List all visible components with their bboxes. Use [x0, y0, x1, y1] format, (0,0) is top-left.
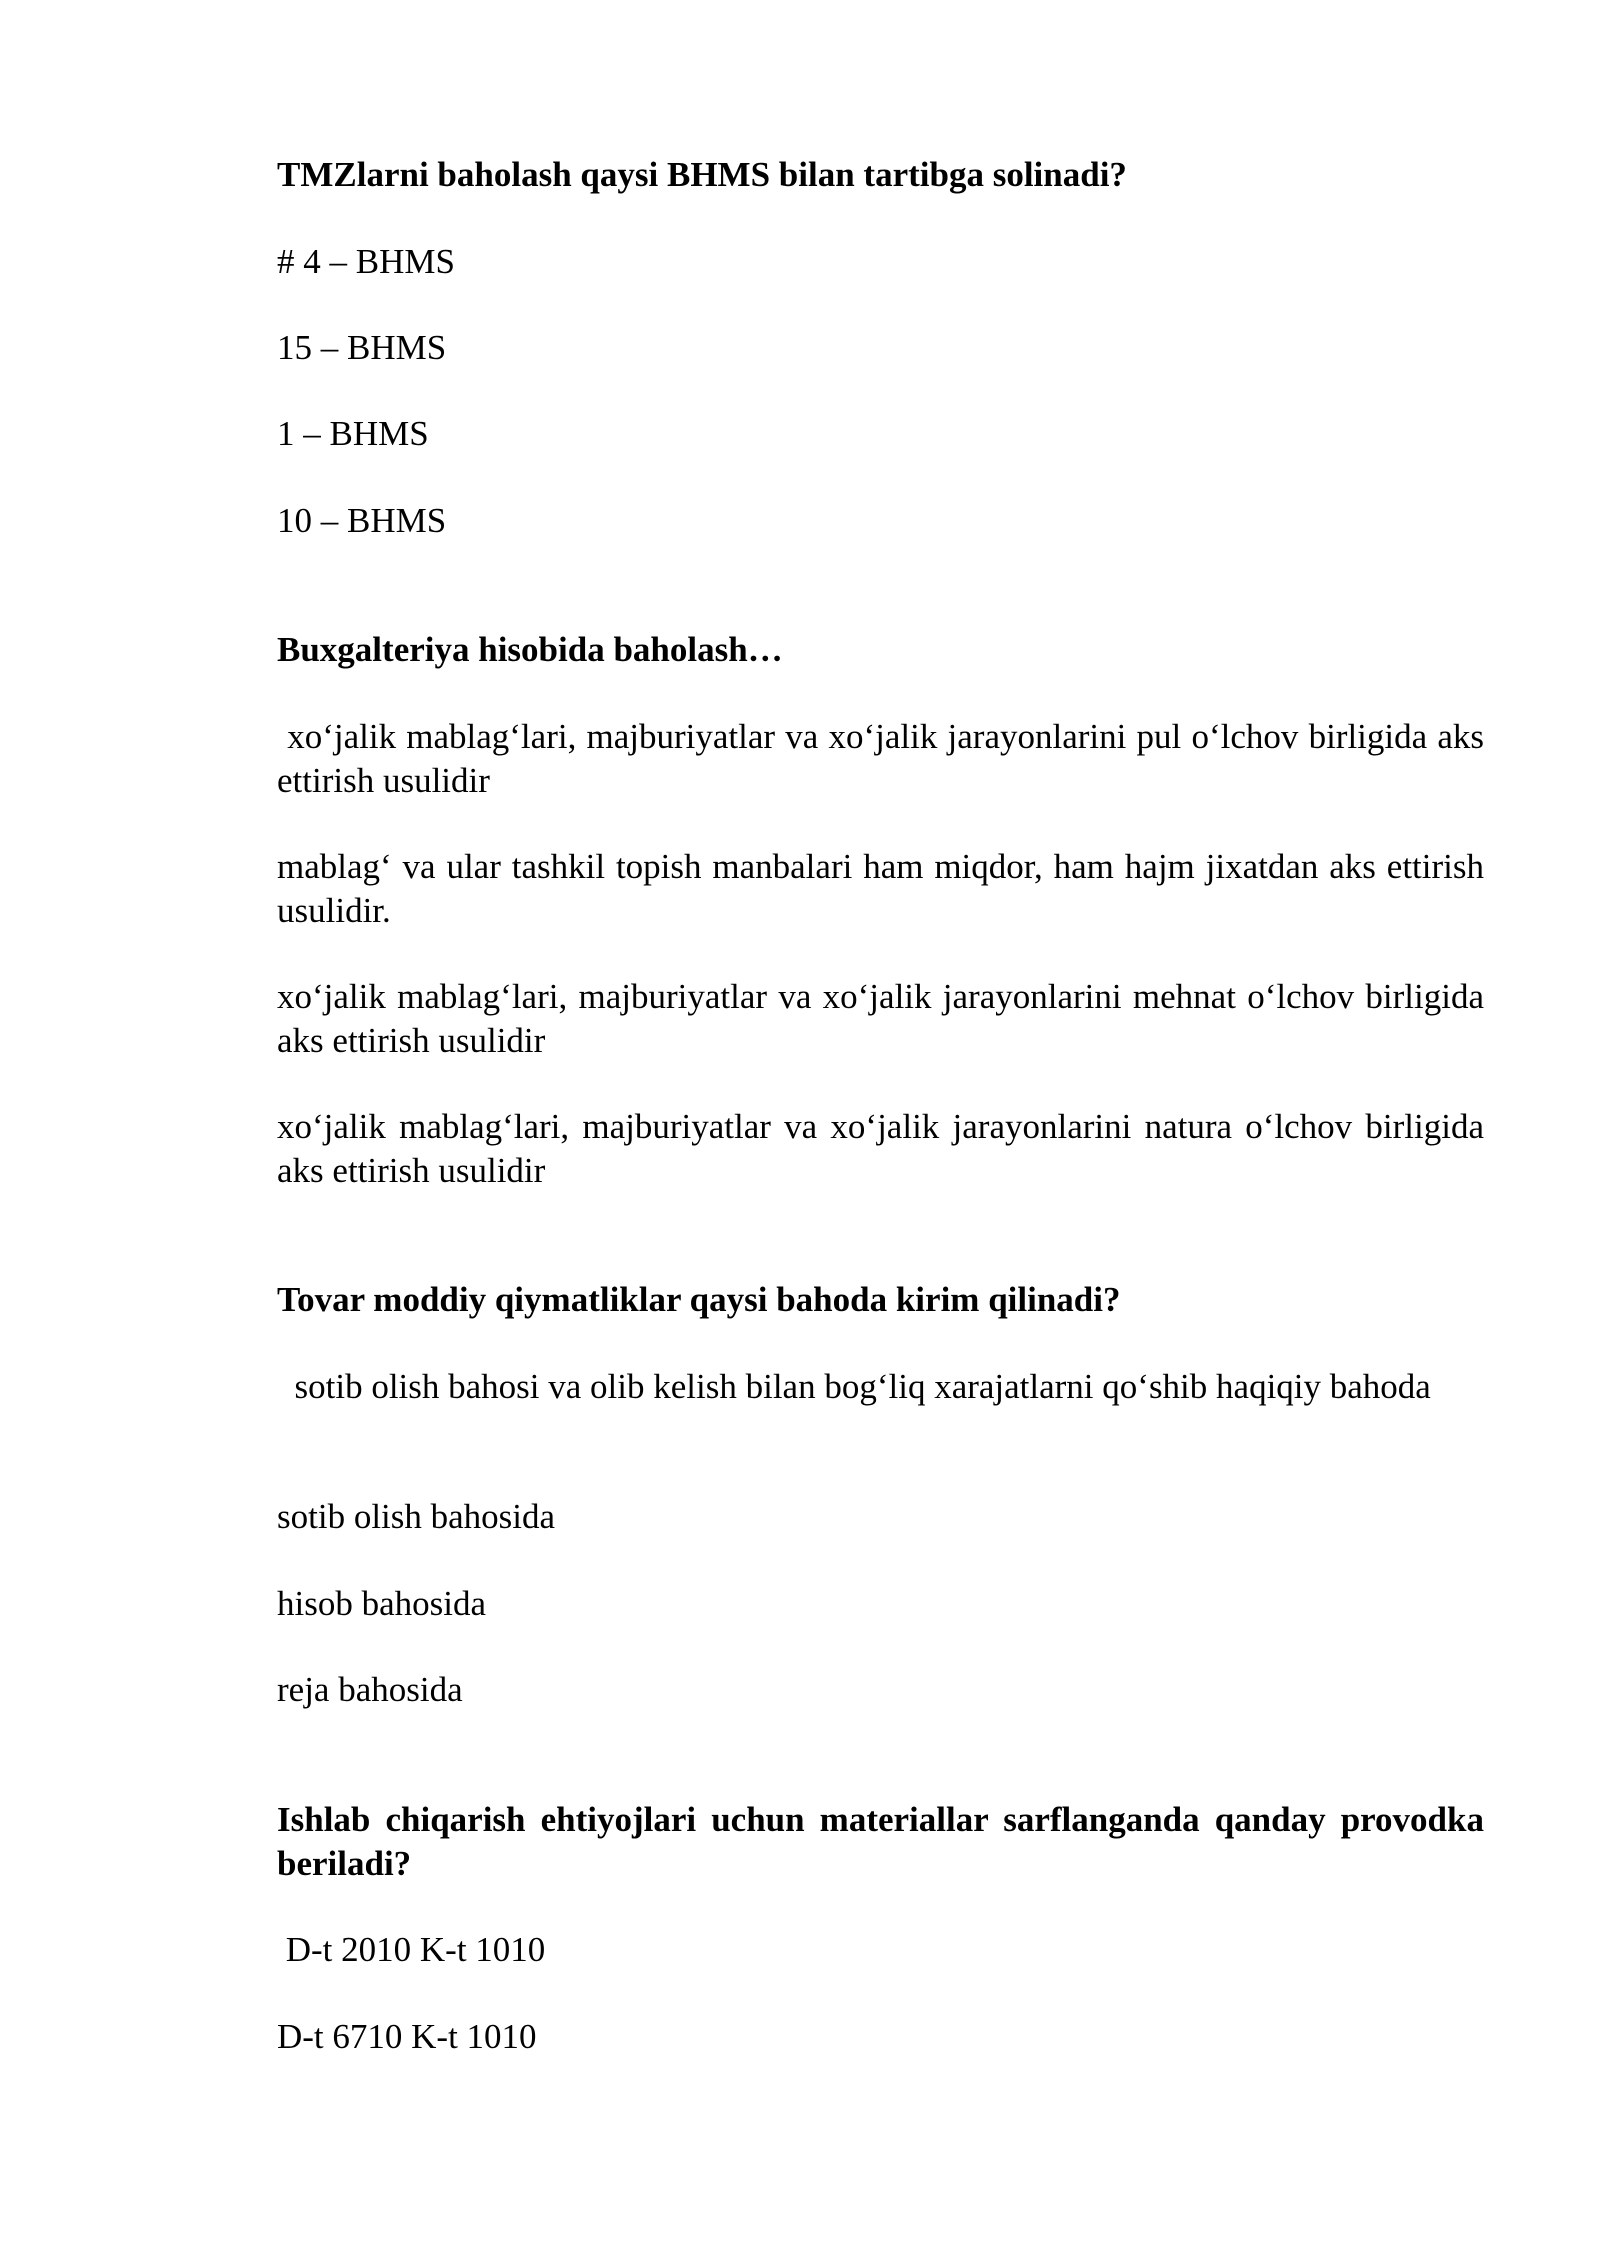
q1-option-1: # 4 – BHMS: [277, 242, 455, 281]
q2-option-1: xo‘jalik mablag‘lari, majburiyatlar va xo‘jalik jarayonlarini pul o‘lchov birligida aks ettirish usulidir: [277, 717, 1493, 800]
question-1-text: TMZlarni baholash qaysi BHMS bilan tartibga solinadi?: [277, 155, 1127, 194]
q4-option-2: D-t 6710 K-t 1010: [277, 2017, 537, 2056]
q1-option-3: 1 – BHMS: [277, 414, 429, 453]
q3-option-3: hisob bahosida: [277, 1584, 487, 1623]
question-block-1: [277, 153, 1484, 197]
q4-option-1: D-t 2010 K-t 1010: [277, 1930, 546, 1969]
q2-option-4: xo‘jalik mablag‘lari, majburiyatlar va xo‘jalik jarayonlarini natura o‘lchov birligida aks ettirish usulidir: [277, 1107, 1493, 1190]
question-4-text: Ishlab chiqarish ehtiyojlari uchun materiallar sarflanganda qanday provodka beriladi?: [277, 1800, 1493, 1883]
q3-option-2: sotib olish bahosida: [277, 1497, 556, 1536]
question-block-2: [277, 628, 1484, 672]
q2-option-3: xo‘jalik mablag‘lari, majburiyatlar va xo‘jalik jarayonlarini mehnat o‘lchov birligida aks ettirish usulidir: [277, 977, 1493, 1060]
question-block-3: [277, 1278, 1484, 1322]
question-block-4: [277, 1798, 1493, 1886]
question-3-text: Tovar moddiy qiymatliklar qaysi bahoda kirim qilinadi?: [277, 1280, 1121, 1319]
q1-option-4: 10 – BHMS: [277, 501, 447, 540]
q1-option-2: 15 – BHMS: [277, 328, 447, 367]
q2-option-2: mablag‘ va ular tashkil topish manbalari ham miqdor, ham hajm jixatdan aks ettirish usulidir.: [277, 847, 1493, 930]
question-2-text: Buxgalteriya hisobida baholash…: [277, 630, 783, 669]
q3-option-4: reja bahosida: [277, 1670, 463, 1709]
q3-option-1: sotib olish bahosi va olib kelish bilan bog‘liq xarajatlarni qo‘shib haqiqiy bahoda: [277, 1367, 1431, 1406]
